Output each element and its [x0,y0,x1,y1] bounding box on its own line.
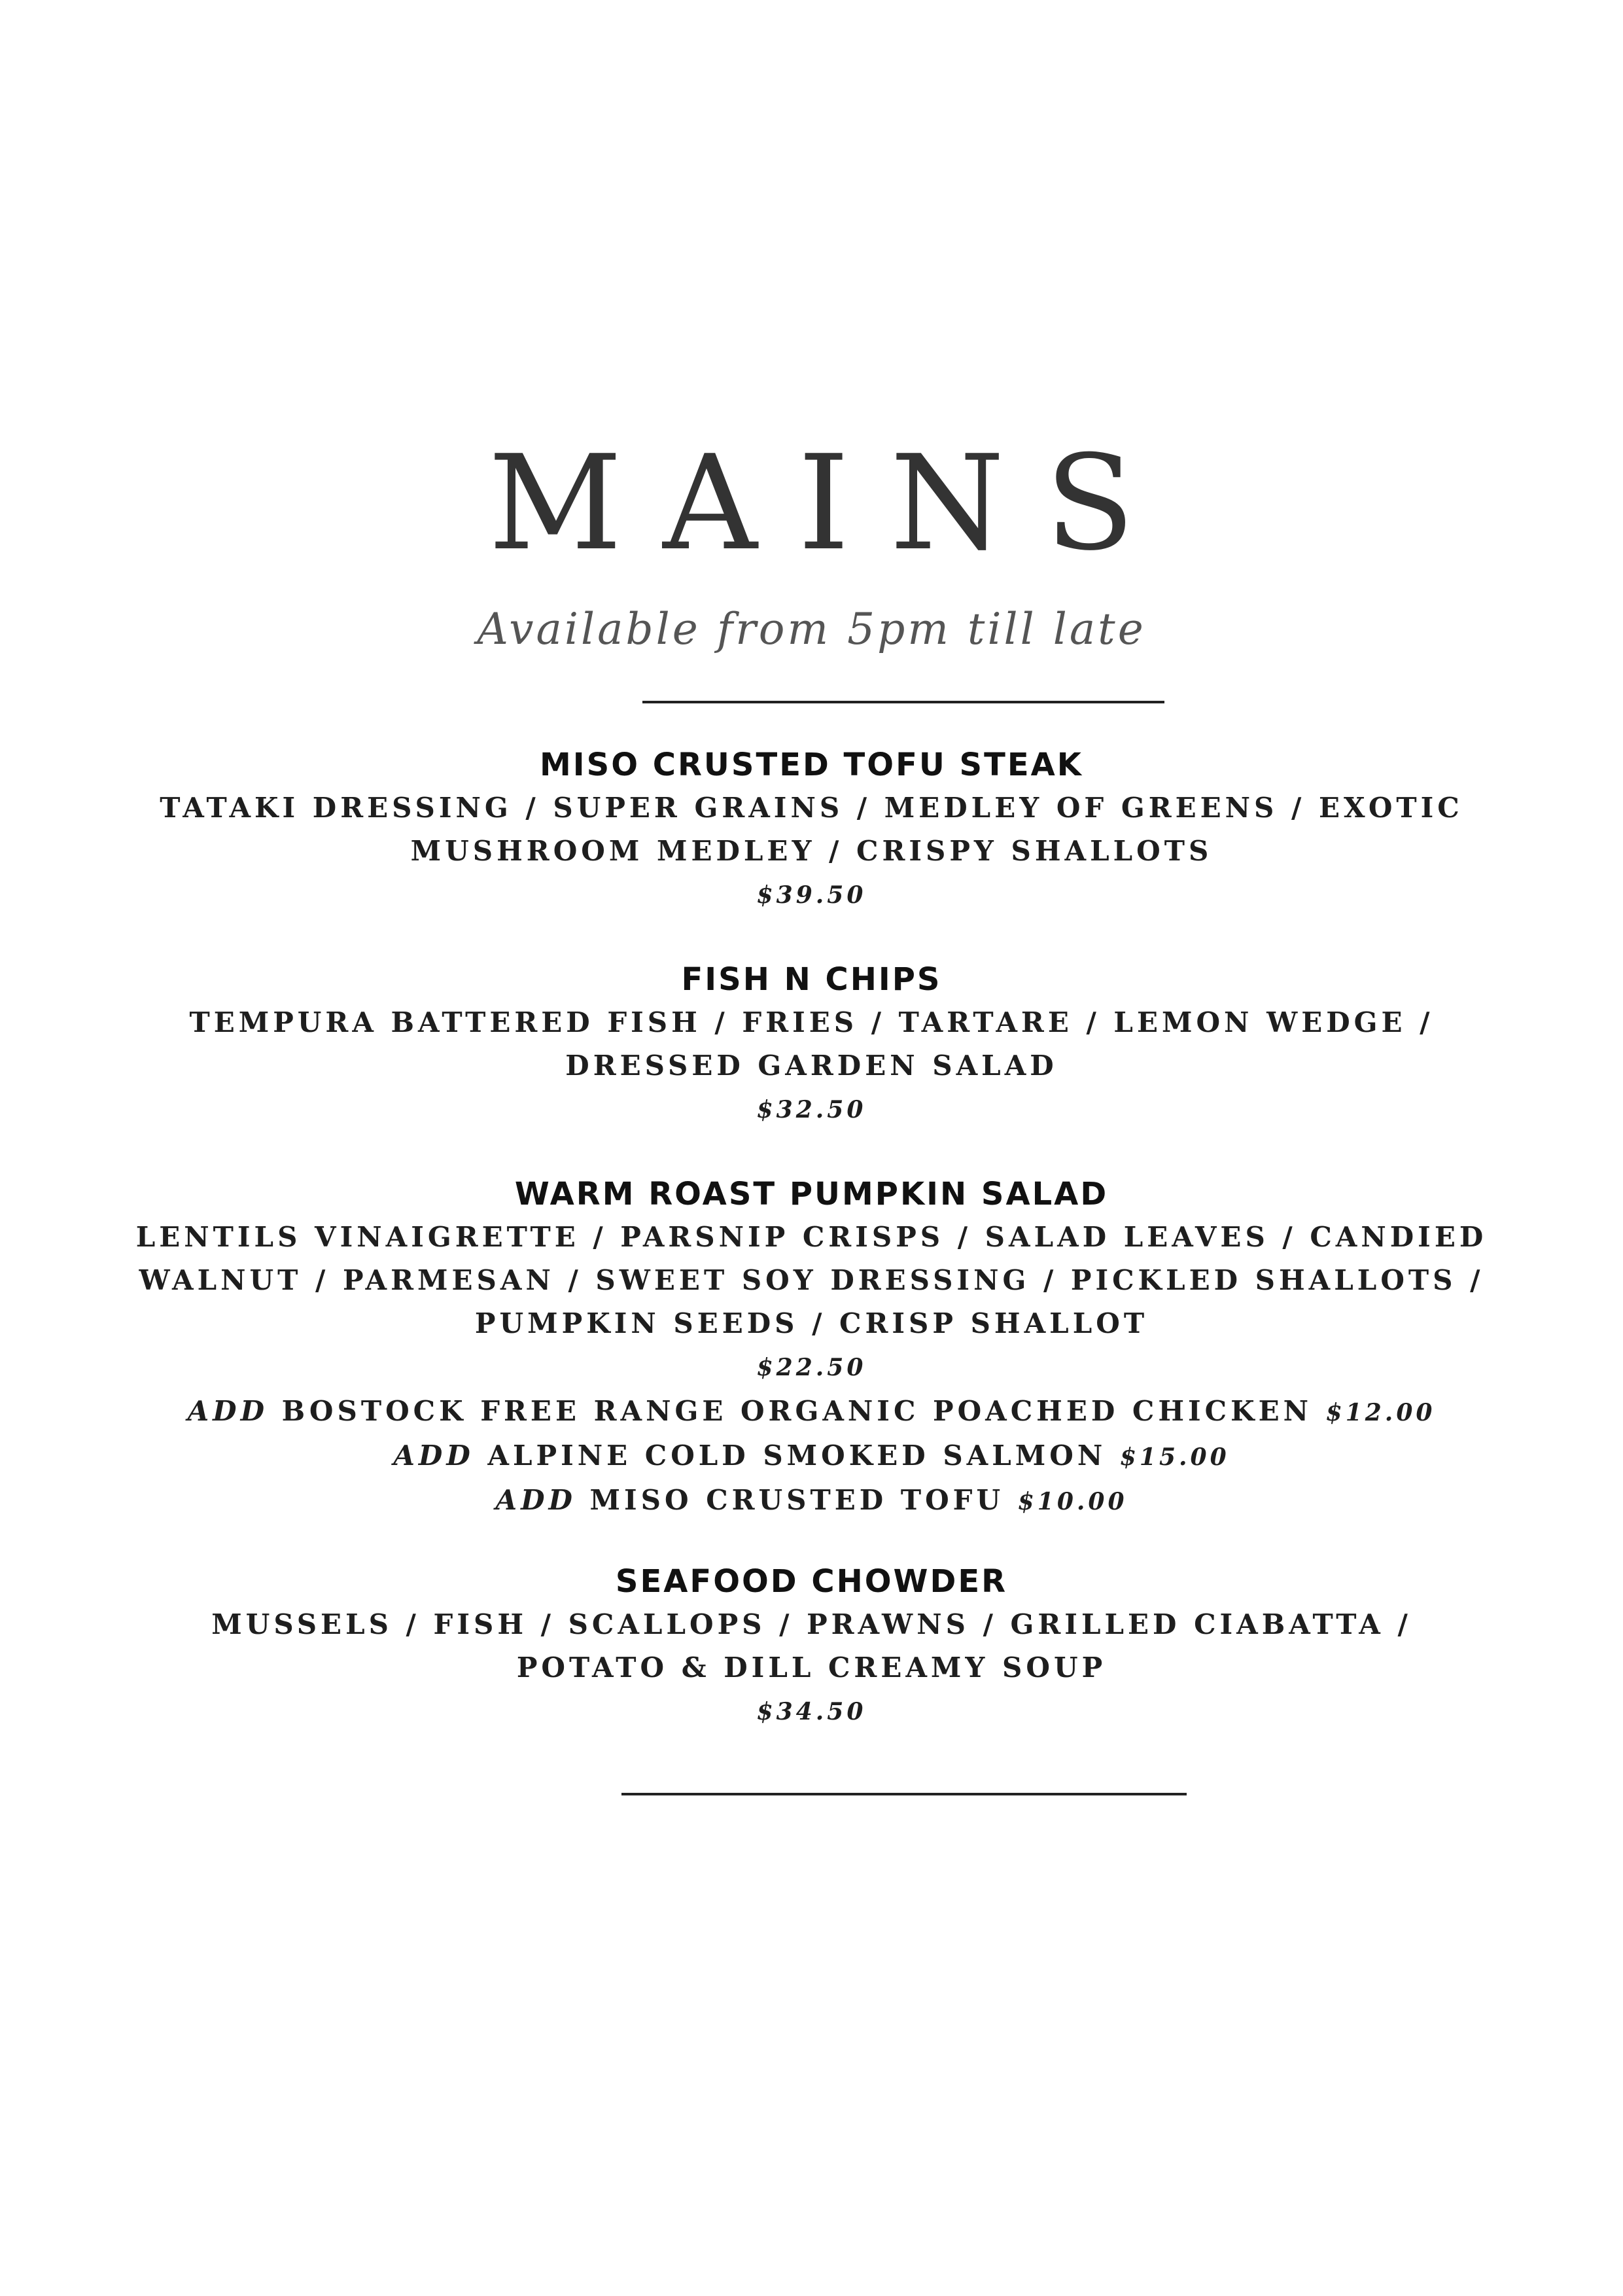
availability-subtitle: Available from 5pm till late [477,604,1146,654]
dish-name: WARM ROAST PUMPKIN SALAD [514,1176,1109,1212]
dish-description-line: WALNUT / PARMESAN / SWEET SOY DRESSING / PICKLED SHALLOTS / [139,1264,1484,1296]
addon-price: $12.00 [1325,1399,1436,1426]
dish-description [0,1216,1623,1345]
addon-option [0,1479,1623,1523]
addon-label: ADD [187,1395,268,1427]
dish-description-line: TATAKI DRESSING / SUPER GRAINS / MEDLEY OF GREENS / EXOTIC [160,792,1463,824]
dish-name: MISO CRUSTED TOFU STEAK [540,747,1083,783]
dish-description-line: POTATO & DILL CREAMY SOUP [516,1651,1107,1684]
dish-name: SEAFOOD CHOWDER [615,1563,1008,1600]
addon-price: $15.00 [1119,1443,1230,1471]
addon-label: ADD [495,1484,576,1516]
dish-description-line: LENTILS VINAIGRETTE / PARSNIP CRISPS / SALAD LEAVES / CANDIED [135,1221,1488,1253]
dish-description-line: PUMPKIN SEEDS / CRISP SHALLOT [474,1307,1149,1339]
addon-item: ALPINE COLD SMOKED SALMON [487,1439,1107,1472]
dish-price: $39.50 [756,881,867,909]
top-divider [642,701,1164,703]
addon-item: BOSTOCK FREE RANGE ORGANIC POACHED CHICKEN [281,1395,1313,1427]
dish-description [0,1001,1623,1087]
dish-price: $22.50 [756,1354,867,1381]
dish-price: $32.50 [756,1096,867,1123]
menu-item [0,1173,1623,1523]
page-title: MAINS [488,427,1176,580]
addon-label: ADD [393,1439,474,1472]
dish-description-line: DRESSED GARDEN SALAD [565,1050,1058,1082]
dish-description-line: MUSSELS / FISH / SCALLOPS / PRAWNS / GRILLED CIABATTA / [211,1608,1412,1640]
dish-price: $34.50 [756,1698,867,1725]
dish-description-line: MUSHROOM MEDLEY / CRISPY SHALLOTS [410,835,1213,867]
menu-item [0,958,1623,1132]
addon-item: MISO CRUSTED TOFU [589,1484,1005,1516]
bottom-divider [621,1793,1187,1795]
addon-option [0,1434,1623,1479]
menu-item [0,743,1623,917]
dish-name: FISH N CHIPS [681,961,942,998]
dish-description [0,786,1623,873]
menu-item [0,1560,1623,1734]
addon-option [0,1390,1623,1434]
addon-price: $10.00 [1017,1488,1128,1515]
dish-description-line: TEMPURA BATTERED FISH / FRIES / TARTARE / LEMON WEDGE / [189,1006,1434,1038]
dish-description [0,1603,1623,1689]
